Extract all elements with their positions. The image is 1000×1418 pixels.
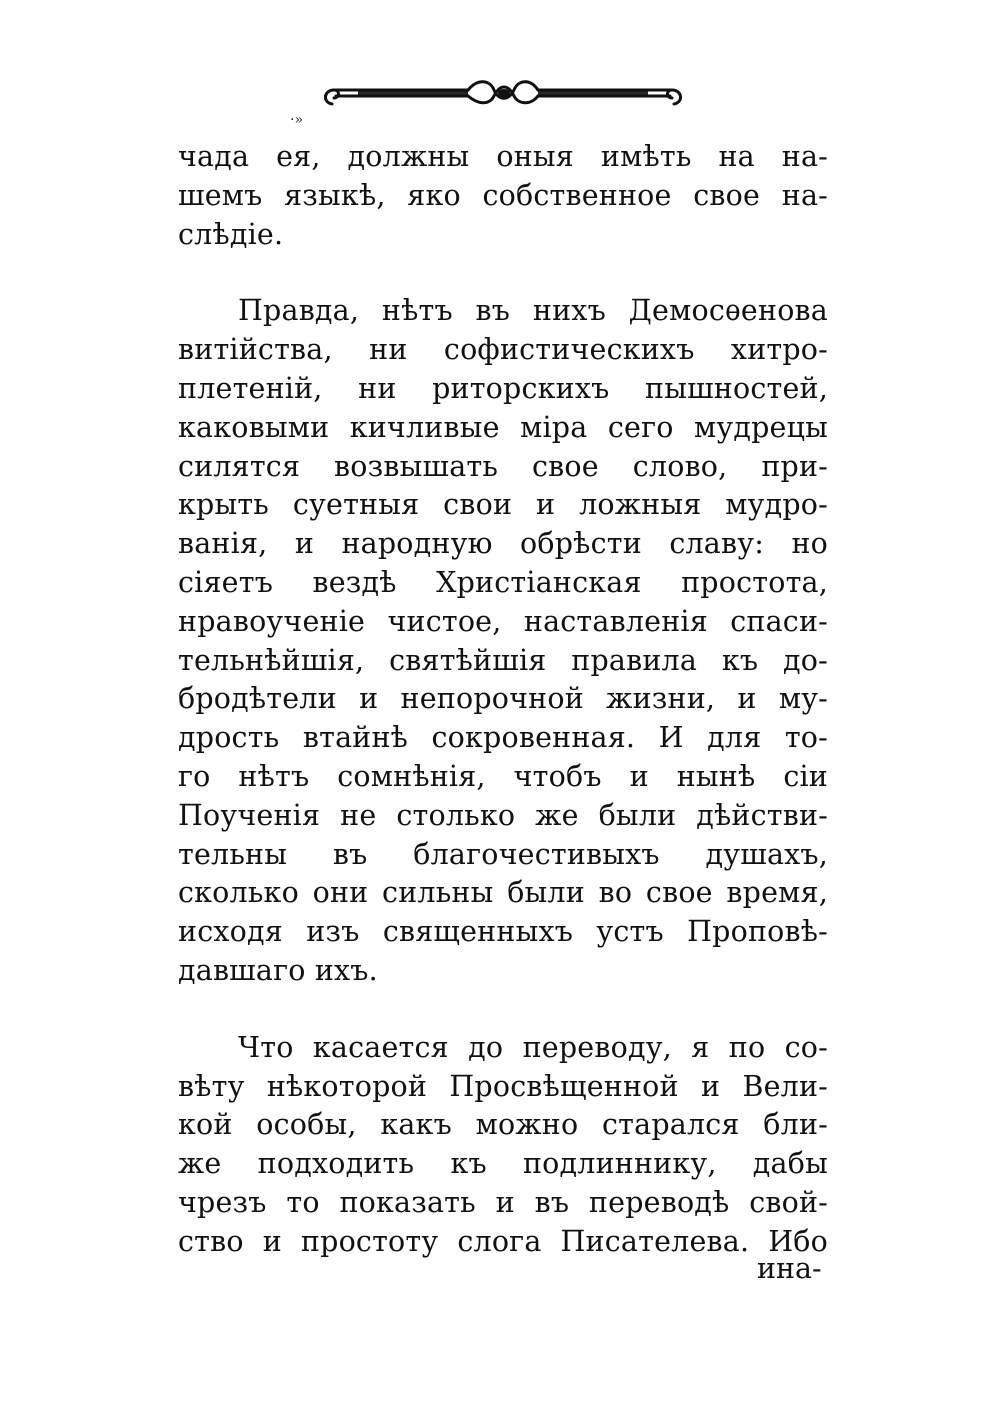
text-line: нравоученіе чистое, наставленія спаси- (178, 604, 828, 638)
text-line: сіяетъ вездѣ Христіанская простота, (178, 565, 828, 599)
text-line: же подходить къ подлиннику, дабы (178, 1147, 828, 1181)
page-mark: ·» (290, 112, 304, 128)
paragraph-2 (178, 292, 828, 990)
text-line: исходя изъ священныхъ устъ Проповѣ- (178, 915, 828, 949)
text-line: го нѣтъ сомнѣнія, чтобъ и нынѣ сіи (178, 759, 828, 793)
text-line: крыть суетныя свои и ложныя мудро- (178, 488, 828, 522)
text-line: давшаго ихъ. (178, 953, 378, 987)
paragraph-3 (178, 1029, 828, 1262)
text-line: витійства, ни софистическихъ хитро- (178, 333, 828, 367)
page-body (178, 138, 828, 1262)
text-line: каковыми кичливые міра сего мудрецы (178, 410, 828, 444)
text-line: дрость втайнѣ сокровенная. И для то- (178, 721, 828, 755)
text-line: плетеній, ни риторскихъ пышностей, (178, 371, 828, 405)
text-line: кой особы, какъ можно старался бли- (178, 1108, 828, 1142)
text-line: бродѣтели и непорочной жизни, и му- (178, 682, 828, 716)
text-line: чада ея, должны оныя имѣть на на- (178, 140, 828, 173)
text-line: слѣдіе. (178, 217, 284, 251)
text-line: вѣту нѣкоторой Просвѣщенной и Вели- (178, 1069, 828, 1103)
paragraph-gap (178, 991, 828, 1029)
headpiece-ornament-icon (318, 68, 688, 116)
text-line: Правда, нѣтъ въ нихъ Демосѳенова (238, 294, 828, 328)
text-line: чрезъ то показать и въ переводѣ свой- (178, 1185, 828, 1219)
text-line: ванія, и народную обрѣсти славу: но (178, 527, 828, 561)
text-line: Что касается до переводу, я по со- (238, 1030, 828, 1064)
text-line: шемъ языкѣ, яко собственное свое на- (178, 178, 828, 212)
text-line: ство и простоту слога Писателева. Ибо (178, 1224, 828, 1258)
text-line: сколько они сильны были во свое время, (178, 876, 828, 910)
paragraph-gap (178, 254, 828, 292)
text-line: Поученія не столько же были дѣйстви- (178, 798, 828, 832)
paragraph-1 (178, 138, 828, 254)
text-line: силятся возвышать свое слово, при- (178, 449, 828, 483)
text-line: тельны въ благочестивыхъ душахъ, (178, 837, 828, 871)
text-line: тельнѣйшія, святѣйшія правила къ до- (178, 643, 828, 677)
catchword: ина- (757, 1252, 822, 1285)
